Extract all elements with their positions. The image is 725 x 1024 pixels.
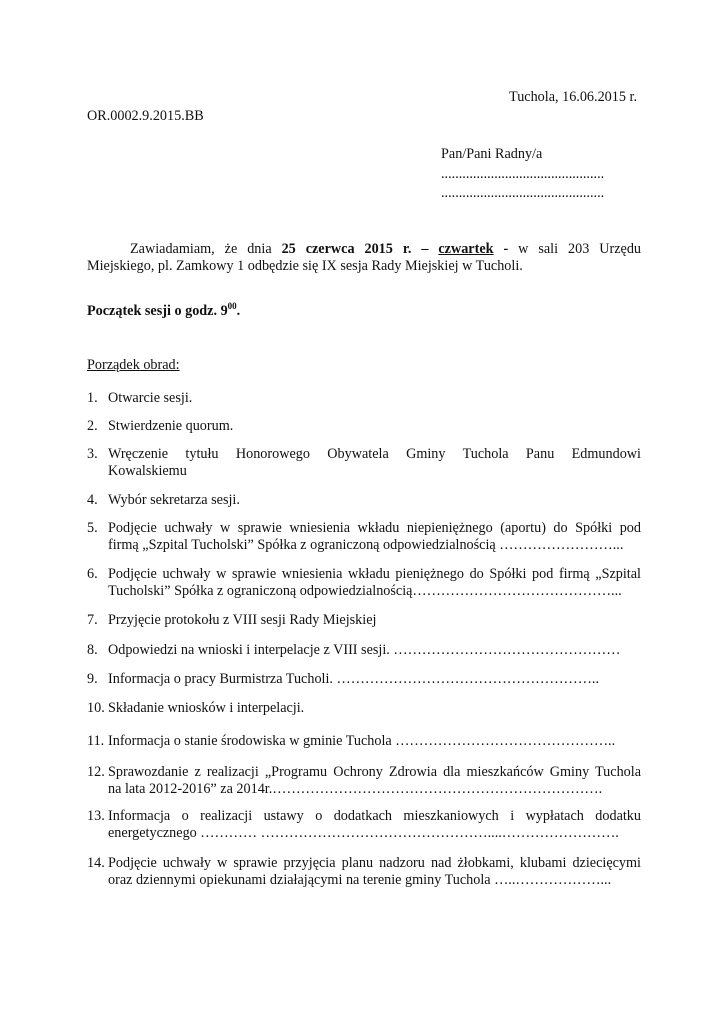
- agenda-item: [87, 700, 641, 717]
- agenda-item-text: Stwierdzenie quorum.: [108, 418, 234, 434]
- agenda-item-number: 3.: [87, 446, 98, 462]
- start-minutes: 00: [227, 301, 237, 311]
- session-weekday: czwartek: [438, 241, 494, 257]
- agenda-item-line-2: Kowalskiemu: [108, 463, 187, 479]
- start-end: .: [236, 303, 241, 319]
- agenda-item-number: 2.: [87, 418, 98, 434]
- start-text: Początek sesji o godz. 9: [87, 303, 228, 319]
- agenda-item: [87, 808, 641, 842]
- agenda-item: [87, 418, 641, 435]
- agenda-item-line-2: na lata 2012-2016” za 2014r.…………………………………………………………….: [108, 781, 603, 797]
- agenda-item-number: 7.: [87, 612, 98, 628]
- agenda-item-text: [108, 520, 641, 554]
- agenda-item-text: Informacja o pracy Burmistrza Tucholi. ………………………………………………..: [108, 671, 599, 687]
- agenda-item-number: 6.: [87, 566, 98, 582]
- agenda-item-line-1: Podjęcie uchwały w sprawie wniesienia wkładu pieniężnego do Spółki pod firmą „Szpital: [108, 566, 641, 582]
- recipient-label: Pan/Pani Radny/a: [441, 146, 543, 162]
- intro-text-room: w sali 203 Urzędu: [508, 241, 642, 257]
- agenda-item-text: Wybór sekretarza sesji.: [108, 492, 240, 508]
- agenda-item: [87, 446, 641, 480]
- agenda-item-number: 9.: [87, 671, 98, 687]
- reference-number: OR.0002.9.2015.BB: [87, 108, 204, 124]
- agenda-item: [87, 855, 641, 889]
- intro-dash-2: -: [493, 241, 509, 257]
- agenda-item-text: [108, 566, 641, 600]
- agenda-item-text: [108, 808, 641, 842]
- session-start-time: [87, 303, 240, 320]
- agenda-item-line-1: Sprawozdanie z realizacji „Programu Ochrony Zdrowia dla mieszkańców Gminy Tuchola: [108, 764, 641, 780]
- place-date: Tuchola, 16.06.2015 r.: [509, 89, 637, 105]
- agenda-item-line-1: Podjęcie uchwały w sprawie wniesienia wkładu niepieniężnego (aportu) do Spółki pod: [108, 520, 641, 536]
- agenda-item-line-1: Informacja o realizacji ustawy o dodatkach mieszkaniowych i wypłatach dodatku: [108, 808, 641, 824]
- agenda-item-line-1: Wręczenie tytułu Honorowego Obywatela Gminy Tuchola Panu Edmundowi: [108, 446, 641, 462]
- session-date: 25 czerwca 2015 r.: [281, 241, 412, 257]
- agenda-item-line-2: energetycznego ………… …………………………………………....…………………….: [108, 825, 619, 841]
- agenda-item-number: 1.: [87, 390, 98, 406]
- agenda-item: [87, 642, 641, 659]
- agenda-item-text: Przyjęcie protokołu z VIII sesji Rady Miejskiej: [108, 612, 377, 628]
- agenda-item: [87, 764, 641, 798]
- agenda-item-text: Otwarcie sesji.: [108, 390, 193, 406]
- agenda-item-text: [108, 764, 641, 798]
- agenda-item-line-1: Podjęcie uchwały w sprawie przyjęcia planu nadzoru nad żłobkami, klubami dziecięcymi: [108, 855, 641, 871]
- agenda-item: [87, 390, 641, 407]
- agenda-item-text: Informacja o stanie środowiska w gminie Tuchola ………………………………………..: [108, 733, 616, 749]
- agenda-item-number: 8.: [87, 642, 98, 658]
- agenda-item: [87, 733, 641, 750]
- intro-line-2: Miejskiego, pl. Zamkowy 1 odbędzie się IX sesja Rady Miejskiej w Tucholi.: [87, 258, 523, 274]
- agenda-item-number: 5.: [87, 520, 98, 536]
- agenda-item-number: 11.: [87, 733, 105, 749]
- agenda-item-text: [108, 446, 641, 480]
- agenda-item-number: 12.: [87, 764, 105, 780]
- agenda-title: Porządek obrad:: [87, 357, 180, 373]
- agenda-item-line-2: Tucholski” Spółka z ograniczoną odpowiedzialnością……………………………………...: [108, 583, 622, 599]
- agenda-item-line-2: firmą „Szpital Tucholski” Spółka z ograniczoną odpowiedzialnością ……………………...: [108, 537, 624, 553]
- agenda-item-text: Składanie wniosków i interpelacji.: [108, 700, 305, 716]
- intro-line-1: [87, 241, 641, 258]
- intro-text-start: Zawiadamiam, że dnia: [130, 241, 282, 257]
- agenda-item: [87, 671, 641, 688]
- agenda-item-number: 10.: [87, 700, 105, 716]
- agenda-item: [87, 520, 641, 554]
- intro-paragraph: [87, 241, 641, 275]
- agenda-item-text: Odpowiedzi na wnioski i interpelacje z VIII sesji. …………………………………………: [108, 642, 621, 658]
- intro-dash: –: [411, 241, 439, 257]
- agenda-item: [87, 612, 641, 629]
- agenda-item-number: 14.: [87, 855, 105, 871]
- agenda-item-line-2: oraz dziennymi opiekunami działającymi na terenie gminy Tuchola …..………………...: [108, 872, 612, 888]
- agenda-item-number: 13.: [87, 808, 105, 824]
- agenda-item: [87, 566, 641, 600]
- agenda-item-text: [108, 855, 641, 889]
- recipient-name-dots: ..............................................: [441, 166, 605, 182]
- agenda-item: [87, 492, 641, 509]
- recipient-address-dots: ..............................................: [441, 185, 605, 201]
- agenda-item-number: 4.: [87, 492, 98, 508]
